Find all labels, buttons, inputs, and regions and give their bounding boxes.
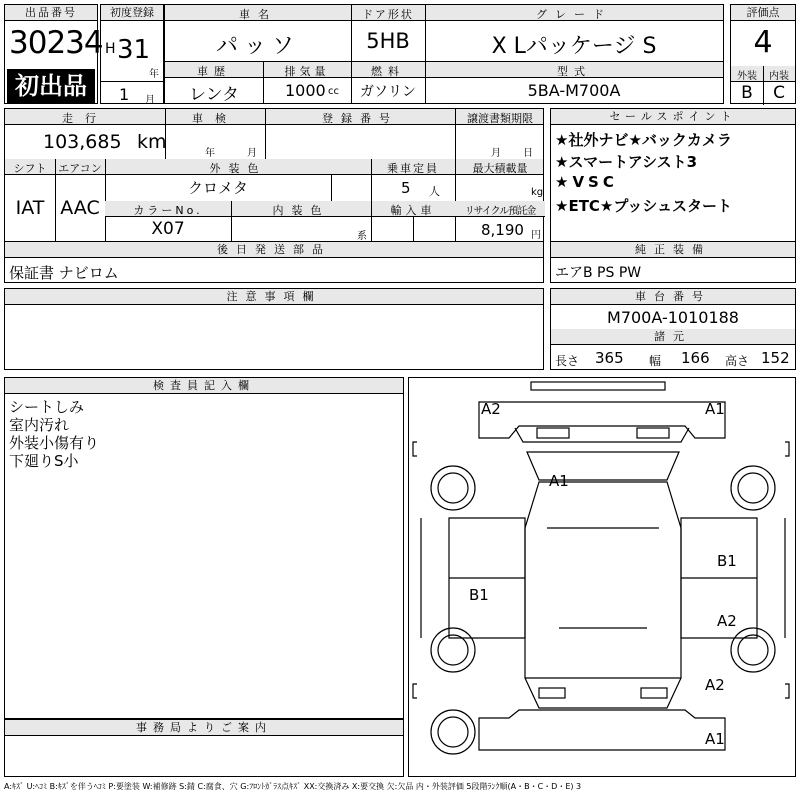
score-box	[730, 4, 796, 104]
damage-mark: B1	[469, 586, 489, 604]
shift-label: シフト	[13, 162, 47, 175]
notes-label: 注意事項欄	[5, 289, 543, 305]
transfer-month-unit: 月	[491, 148, 501, 159]
sales-point-item: ★ETC★プッシュスタート	[555, 197, 733, 215]
damage-mark: B1	[717, 552, 737, 570]
mileage: 103,685	[43, 131, 122, 153]
lot-label: 出品番号	[5, 5, 97, 21]
chassis-box	[550, 288, 796, 370]
capacity-label: 乗車定員	[387, 162, 439, 175]
chassis-number: M700A-1010188	[607, 308, 739, 327]
bracket-bottom	[413, 684, 789, 698]
insp-year-unit: 年	[205, 148, 215, 159]
model-label: 型式	[557, 65, 591, 78]
rear-window	[525, 678, 681, 708]
displacement-label: 排気量	[284, 65, 330, 78]
taillight-left	[539, 688, 565, 698]
displacement: 1000	[285, 81, 326, 100]
front-bumper	[479, 402, 725, 438]
history: レンタ	[189, 85, 239, 105]
car-diagram	[408, 377, 796, 777]
recycle-amount: 8,190	[481, 221, 524, 239]
car-diagram-svg	[409, 378, 797, 778]
transfer-day-unit: 日	[523, 148, 533, 159]
damage-mark: A1	[705, 730, 725, 748]
lot-box	[4, 4, 103, 104]
recycle-label: リサイクル預託金	[464, 206, 536, 217]
mileage-unit: km	[137, 131, 167, 153]
first-reg-box	[100, 4, 164, 104]
bracket-top	[413, 442, 789, 456]
length-label: 長さ	[555, 354, 580, 368]
history-label: 車歴	[197, 65, 231, 78]
ext-color: クロメタ	[187, 179, 248, 197]
int-color-unit: 系	[357, 231, 367, 242]
later-parts-box	[4, 241, 544, 283]
capacity-unit: 人	[429, 185, 440, 198]
ac: AAC	[60, 197, 100, 219]
length: 365	[595, 349, 624, 367]
inspector-line: 外装小傷有り	[9, 434, 100, 452]
genuine-label: 純正装備	[551, 242, 795, 258]
first-listing-badge: 初出品	[7, 69, 95, 103]
width-label: 幅	[649, 354, 662, 368]
first-reg-label: 初度登録	[101, 5, 163, 21]
taillight-right	[641, 688, 667, 698]
rear-bumper	[479, 710, 725, 750]
damage-mark: A2	[481, 400, 501, 418]
later-parts-text: 保証書 ナビロム	[9, 264, 119, 282]
width: 166	[681, 349, 710, 367]
genuine-box	[550, 241, 796, 283]
sales-point-item: ★スマートアシスト3	[555, 153, 698, 171]
dims-label: 諸元	[551, 329, 795, 345]
chassis-label: 車台番号	[551, 289, 795, 305]
reg-year: 31	[117, 35, 151, 65]
transfer-label: 譲渡書類期限	[467, 112, 533, 125]
sales-point-item: ★社外ナビ★バックカメラ	[555, 131, 732, 149]
recycle-unit: 円	[531, 230, 541, 241]
inspector-label: 検査員記入欄	[5, 378, 403, 394]
ext-color-label: 外装色	[209, 162, 267, 175]
damage-mark: A2	[717, 612, 737, 630]
insp-month-unit: 月	[247, 148, 257, 159]
notes-box	[4, 288, 544, 370]
import-label: 輸入車	[390, 204, 436, 217]
vehicle-detail-box	[4, 108, 544, 242]
height-label: 高さ	[725, 354, 750, 368]
inspector-box	[4, 377, 404, 719]
hood-line	[515, 428, 689, 442]
int-color-label: 内装色	[272, 204, 330, 217]
capacity: 5	[401, 179, 411, 197]
sales-point-item: ★VSC	[555, 173, 618, 191]
grade: X Lパッケージ S	[491, 34, 657, 59]
interior-grade: C	[773, 83, 785, 103]
car-name: パッソ	[215, 34, 300, 59]
inspector-line: シートしみ	[9, 398, 85, 416]
door-label: ドア形状	[362, 8, 414, 21]
office-label: 事務局よりご案内	[5, 720, 403, 736]
load-unit: kg	[531, 187, 544, 198]
headlight-right	[637, 428, 669, 438]
fuel: ガソリン	[360, 84, 416, 100]
color-no: X07	[151, 219, 185, 239]
sales-points-box	[550, 108, 796, 242]
era: H	[105, 41, 116, 57]
office-box	[4, 719, 404, 777]
roof-spoiler	[531, 382, 665, 390]
inspection-label: 車検	[192, 112, 238, 125]
damage-mark: A1	[705, 400, 725, 418]
genuine-text: エアB PS PW	[555, 265, 642, 281]
exterior-label: 外装	[737, 71, 757, 82]
month-unit: 月	[145, 95, 155, 106]
headlight-left	[537, 428, 569, 438]
exterior-grade: B	[741, 83, 753, 103]
reg-no-label: 登録番号	[322, 112, 398, 125]
displacement-unit: cc	[328, 86, 339, 97]
interior-label: 内装	[769, 71, 789, 82]
spec-box	[164, 61, 724, 104]
grade-label: グレード	[536, 8, 612, 21]
car-name-label: 車名	[239, 8, 277, 21]
mileage-label: 走行	[62, 112, 108, 125]
sales-points-label: セールスポイント	[551, 109, 795, 125]
color-no-label: カラーNo.	[133, 204, 203, 217]
fuel-label: 燃料	[371, 65, 405, 78]
height: 152	[761, 349, 790, 367]
legend: A:ｷｽﾞ U:ﾍｺﾐ B:ｷｽﾞを伴うﾍｺﾐ P:要塗装 W:補修跡 S:錆 C:腐食、穴 G:ﾌﾛﾝﾄｶﾞﾗｽ点ｷｽﾞ XX:交換済み X:要交換 欠:欠品 内・外装評価 5段階ﾗﾝｸ順(A・B・C・D・E) 3	[4, 782, 582, 791]
inspector-line: 下廻りS小	[9, 452, 79, 470]
cabin	[525, 482, 681, 678]
lot-number: 30234	[9, 25, 103, 61]
car-info-box	[164, 4, 724, 62]
reg-month: 1	[119, 85, 130, 104]
shift: IAT	[15, 197, 45, 219]
later-parts-label: 後日発送部品	[5, 242, 543, 258]
load-label: 最大積載量	[472, 162, 528, 175]
model: 5BA-M700A	[527, 81, 621, 100]
year-unit: 年	[149, 69, 159, 80]
ac-label: エアコン	[58, 162, 102, 175]
score: 4	[753, 25, 773, 60]
inspector-line: 室内汚れ	[9, 416, 70, 434]
door-type: 5HB	[366, 29, 410, 53]
score-label: 評価点	[731, 5, 795, 21]
damage-mark: A2	[705, 676, 725, 694]
damage-mark: A1	[549, 472, 569, 490]
